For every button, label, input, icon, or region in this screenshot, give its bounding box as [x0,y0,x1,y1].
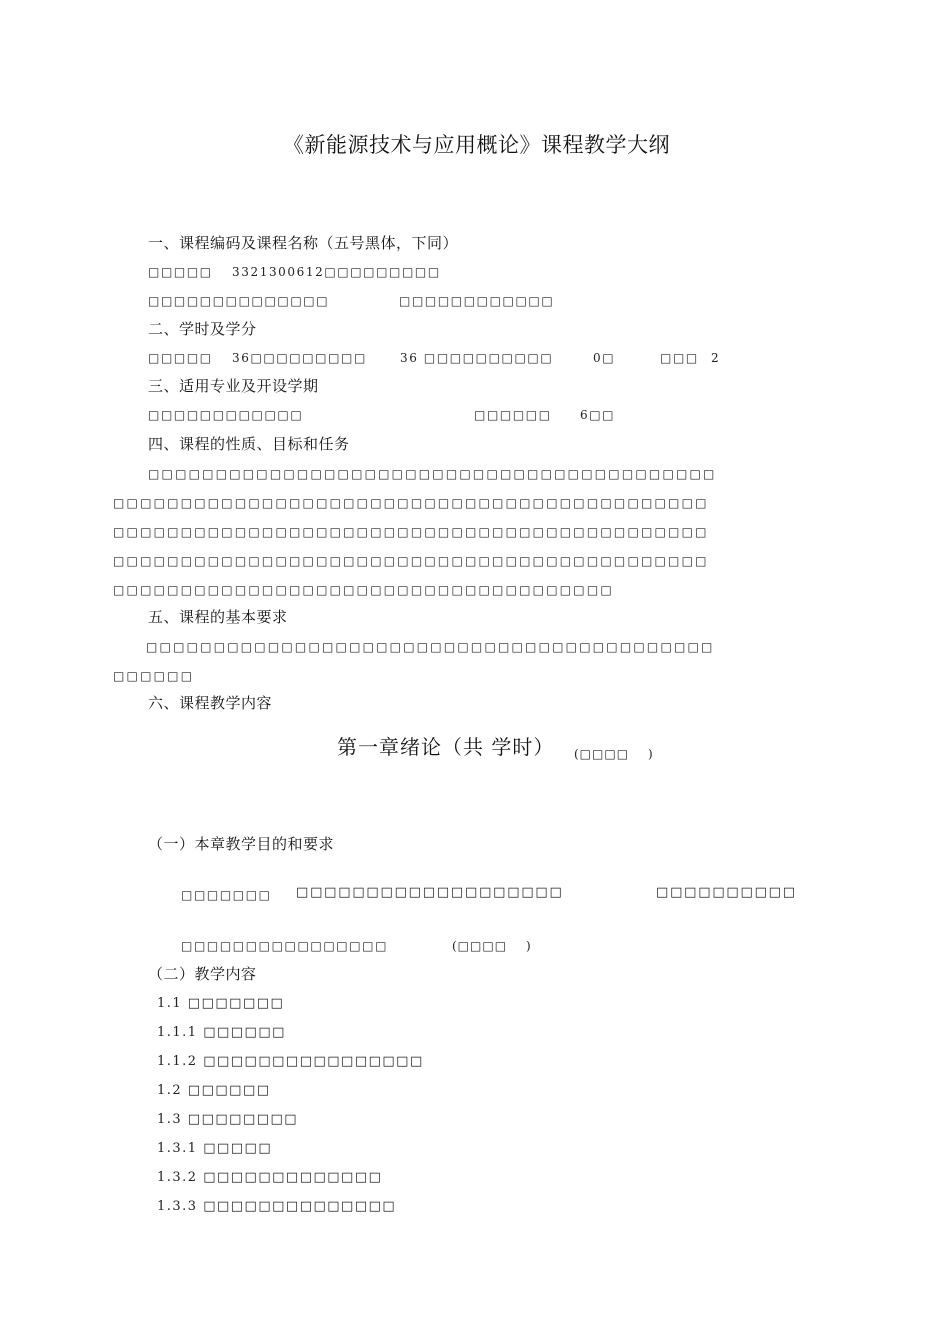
content-item-1-3-1: 1.3.1 □□□□□ [157,1141,273,1156]
section-4-paragraph-line: □□□□□□□□□□□□□□□□□□□□□□□□□□□□□□□□□□□□□ [113,583,614,597]
content-item-1-1: 1.1 □□□□□□□ [157,996,285,1011]
objectives-note-open: (□□□□ [452,939,508,953]
semester-label: □□□□□□ [474,408,552,422]
objectives-text-c: □□□□□□□□□□ [656,885,797,900]
theory-hours: 36 □□□□□□□□□□ [400,351,554,365]
credits-value: 2 [711,351,721,365]
document-title: 《新能源技术与应用概论》课程教学大纲 [283,133,670,157]
section-2-heading: 二、学时及学分 [148,320,257,338]
section-6-heading: 六、课程教学内容 [148,694,273,712]
course-name-left: □□□□□□□□□□□□□□ [148,294,330,308]
section-4-paragraph-line: □□□□□□□□□□□□□□□□□□□□□□□□□□□□□□□□□□□□□□□□□□□□ [113,554,709,568]
objectives-text-b: □□□□□□□□□□□□□□□□□□□ [296,885,564,900]
total-hours: 36□□□□□□□□□ [232,351,367,365]
lab-hours: 0□ [593,351,616,365]
course-code-label: □□□□□ [148,265,213,279]
section-5-heading: 五、课程的基本要求 [148,608,288,626]
major-text: □□□□□□□□□□□□ [148,408,304,422]
chapter-1-note-close: ) [648,747,654,761]
subsection-objectives-heading: （一）本章教学目的和要求 [148,835,335,853]
section-4-heading: 四、课程的性质、目标和任务 [148,435,350,453]
section-4-paragraph-line: □□□□□□□□□□□□□□□□□□□□□□□□□□□□□□□□□□□□□□□□□□□□ [113,525,709,539]
content-item-1-3-3: 1.3.3 □□□□□□□□□□□□□□ [157,1199,397,1214]
content-item-1-1-1: 1.1.1 □□□□□□ [157,1025,286,1040]
section-5-paragraph-line: □□□□□□□□□□□□□□□□□□□□□□□□□□□□□□□□□□□□□□□□□□ [146,640,715,654]
section-1-heading: 一、课程编码及课程名称（五号黑体，下同） [148,234,459,252]
objectives-text-a: □□□□□□□ [181,888,272,902]
content-item-1-1-2: 1.1.2 □□□□□□□□□□□□□□□□ [157,1054,424,1069]
objectives-note-close: ) [526,939,532,953]
section-4-paragraph-line: □□□□□□□□□□□□□□□□□□□□□□□□□□□□□□□□□□□□□□□□□□ [148,467,717,481]
section-5-paragraph-line: □□□□□□ [113,669,195,683]
credits-label: □□□ [660,351,699,365]
content-item-1-2: 1.2 □□□□□□ [157,1083,271,1098]
course-code-value: 3321300612□□□□□□□□□ [232,265,441,279]
course-name-right: □□□□□□□□□□□□ [399,294,555,308]
content-item-1-3: 1.3 □□□□□□□□ [157,1112,299,1127]
section-3-heading: 三、适用专业及开设学期 [148,377,319,395]
hours-label: □□□□□ [148,351,213,365]
chapter-1-title: 第一章绪论（共 学时） [337,735,555,759]
semester-value: 6□□ [580,408,616,422]
section-4-paragraph-line: □□□□□□□□□□□□□□□□□□□□□□□□□□□□□□□□□□□□□□□□□□□□ [113,496,709,510]
objectives-text-d: □□□□□□□□□□□□□□□□ [181,939,389,953]
content-item-1-3-2: 1.3.2 □□□□□□□□□□□□□ [157,1170,383,1185]
subsection-content-heading: （二）教学内容 [148,965,257,983]
chapter-1-note-open: (□□□□ [574,747,630,761]
